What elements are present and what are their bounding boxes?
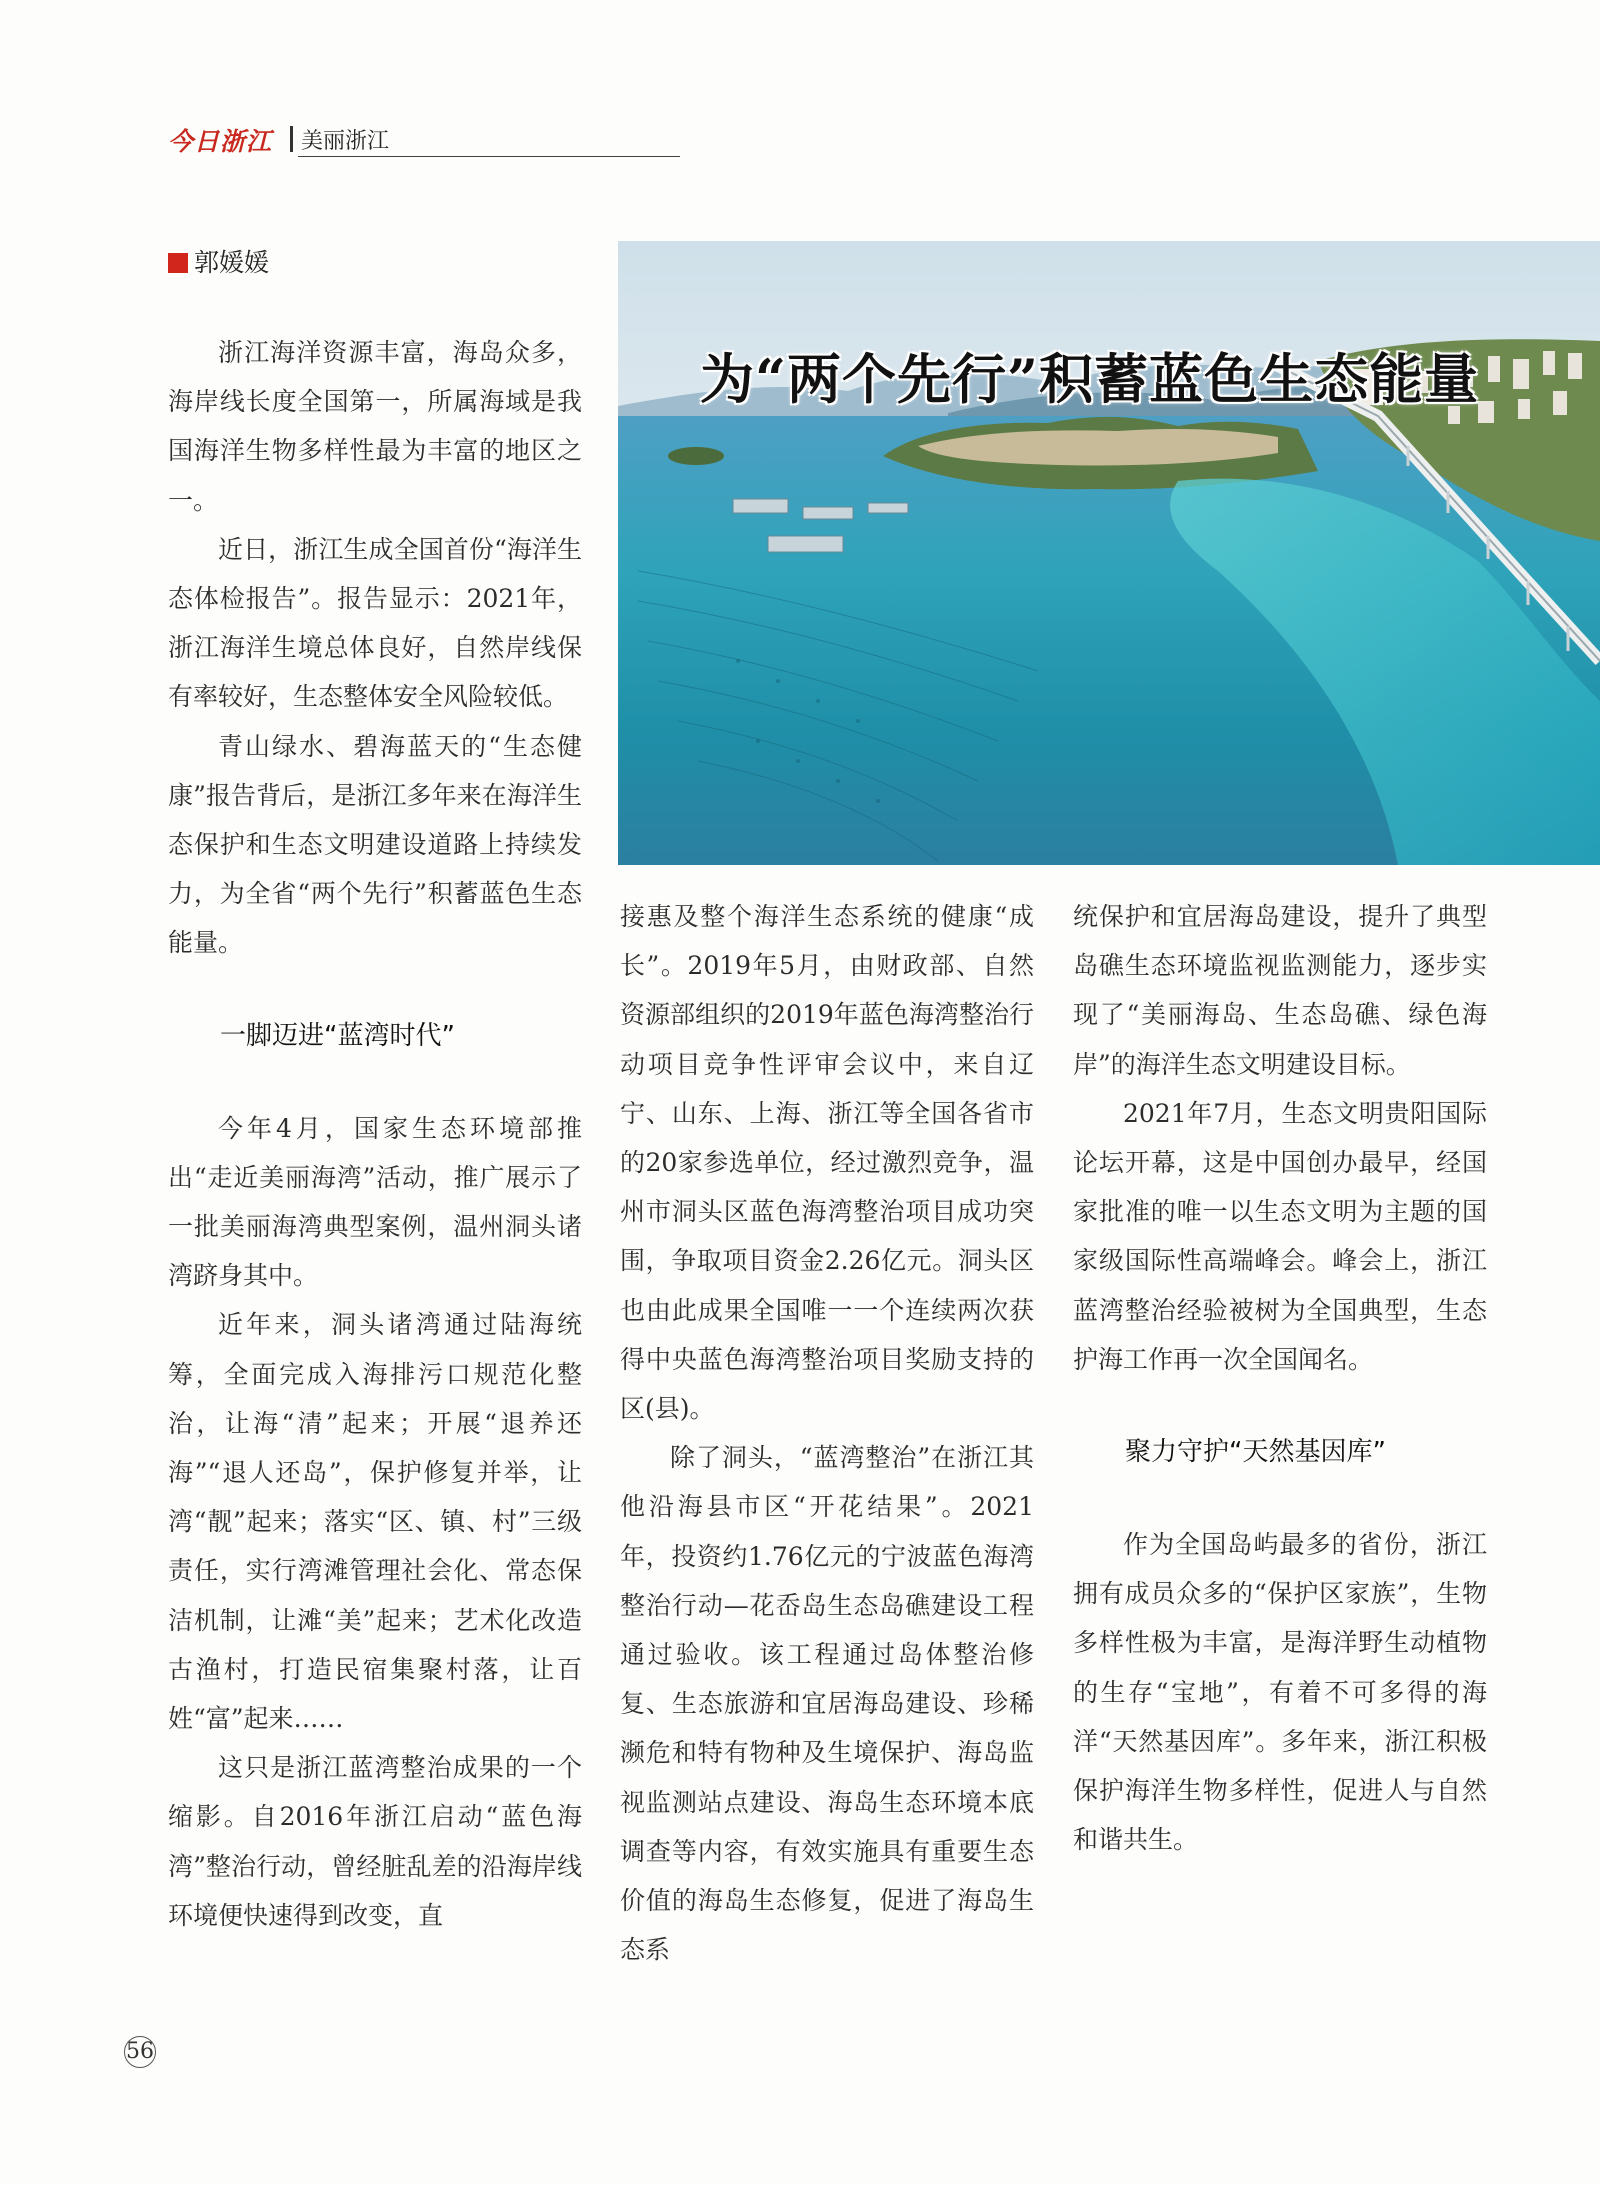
author-name: 郭媛媛 [194, 248, 270, 277]
paragraph: 2021年7月，生态文明贵阳国际论坛开幕，这是中国创办最早，经国家批准的唯一以生态文明为主题的国家级国际性高端峰会。峰会上，浙江蓝湾整治经验被树为全国典型，生态护海工作再一次全国闻名。 [1073, 1098, 1487, 1374]
article-title: 为“两个先行”积蓄蓝色生态能量 [700, 347, 1480, 411]
header-divider [290, 126, 293, 152]
paragraph: 除了洞头，“蓝湾整治”在浙江其他沿海县市区“开花结果”。2021年，投资约1.76亿元的宁波蓝色海湾整治行动—花岙岛生态岛礁建设工程通过验收。该工程通过岛体整治修复、生态旅游和宜居海岛建设、珍稀濒危和特有物种及生境保护、海岛监视监测站点建设、海岛生态环境本底调查等内容，有效实施具有重要生态价值的海岛生态修复，促进了海岛生态系 [620, 1443, 1034, 1965]
red-square-icon [168, 253, 188, 273]
column-1 [168, 328, 582, 1940]
author-line [168, 243, 269, 279]
header-rule [298, 156, 680, 157]
paragraph: 青山绿水、碧海蓝天的“生态健康”报告背后，是浙江多年来在海洋生态保护和生态文明建设道路上持续发力，为全省“两个先行”积蓄蓝色生态能量。 [168, 731, 582, 958]
coastal-bridge-photo [618, 241, 1600, 865]
paragraph: 作为全国岛屿最多的省份，浙江拥有成员众多的“保护区家族”，生物多样性极为丰富，是海洋野生动植物的生存“宝地”，有着不可多得的海洋“天然基因库”。多年来，浙江积极保护海洋生物多样性，促进人与自然和谐共生。 [1073, 1530, 1487, 1855]
magazine-logo: 今日浙江 [168, 127, 273, 156]
hero-photo [618, 241, 1600, 865]
paragraph: 近日，浙江生成全国首份“海洋生态体检报告”。报告显示：2021年，浙江海洋生境总体良好，自然岸线保有率较好，生态整体安全风险较低。 [168, 534, 582, 712]
paragraph: 这只是浙江蓝湾整治成果的一个缩影。自2016年浙江启动“蓝色海湾”整治行动，曾经脏乱差的沿海岸线环境便快速得到改变，直 [168, 1753, 582, 1930]
paragraph: 今年4月，国家生态环境部推出“走近美丽海湾”活动，推广展示了一批美丽海湾典型案例，温州洞头诸湾跻身其中。 [168, 1113, 582, 1291]
paragraph: 近年来，洞头诸湾通过陆海统筹，全面完成入海排污口规范化整治，让海“清”起来；开展“退养还海”“退人还岛”，保护修复并举，让湾“靓”起来；落实“区、镇、村”三级责任，实行湾滩管理社会化、常态保洁机制，让滩“美”起来；艺术化改造古渔村，打造民宿集聚村落，让百姓“富”起来…… [168, 1310, 582, 1734]
paragraph: 统保护和宜居海岛建设，提升了典型岛礁生态环境监视监测能力，逐步实现了“美丽海岛、生态岛礁、绿色海岸”的海洋生态文明建设目标。 [1073, 902, 1487, 1079]
column-3 [1073, 892, 1487, 1864]
paragraph: 接惠及整个海洋生态系统的健康“成长”。2019年5月，由财政部、自然资源部组织的2019年蓝色海湾整治行动项目竞争性评审会议中，来自辽宁、山东、上海、浙江等全国各省市的20家参选单位，经过激烈竞争，温州市洞头区蓝色海湾整治项目成功突围，争取项目资金2.26亿元。洞头区也由此成果全国唯一一个连续两次获得中央蓝色海湾整治项目奖励支持的区(县)。 [620, 902, 1034, 1424]
masthead [168, 122, 512, 160]
subheading: 聚力守护“天然基因库” [1125, 1437, 1386, 1468]
page-number: 56 [124, 2036, 156, 2068]
section-name: 美丽浙江 [301, 129, 390, 154]
paragraph: 浙江海洋资源丰富，海岛众多，海岸线长度全国第一，所属海域是我国海洋生物多样性最为丰富的地区之一。 [168, 338, 582, 515]
subheading: 一脚迈进“蓝湾时代” [220, 1020, 455, 1051]
column-2 [620, 892, 1034, 1974]
